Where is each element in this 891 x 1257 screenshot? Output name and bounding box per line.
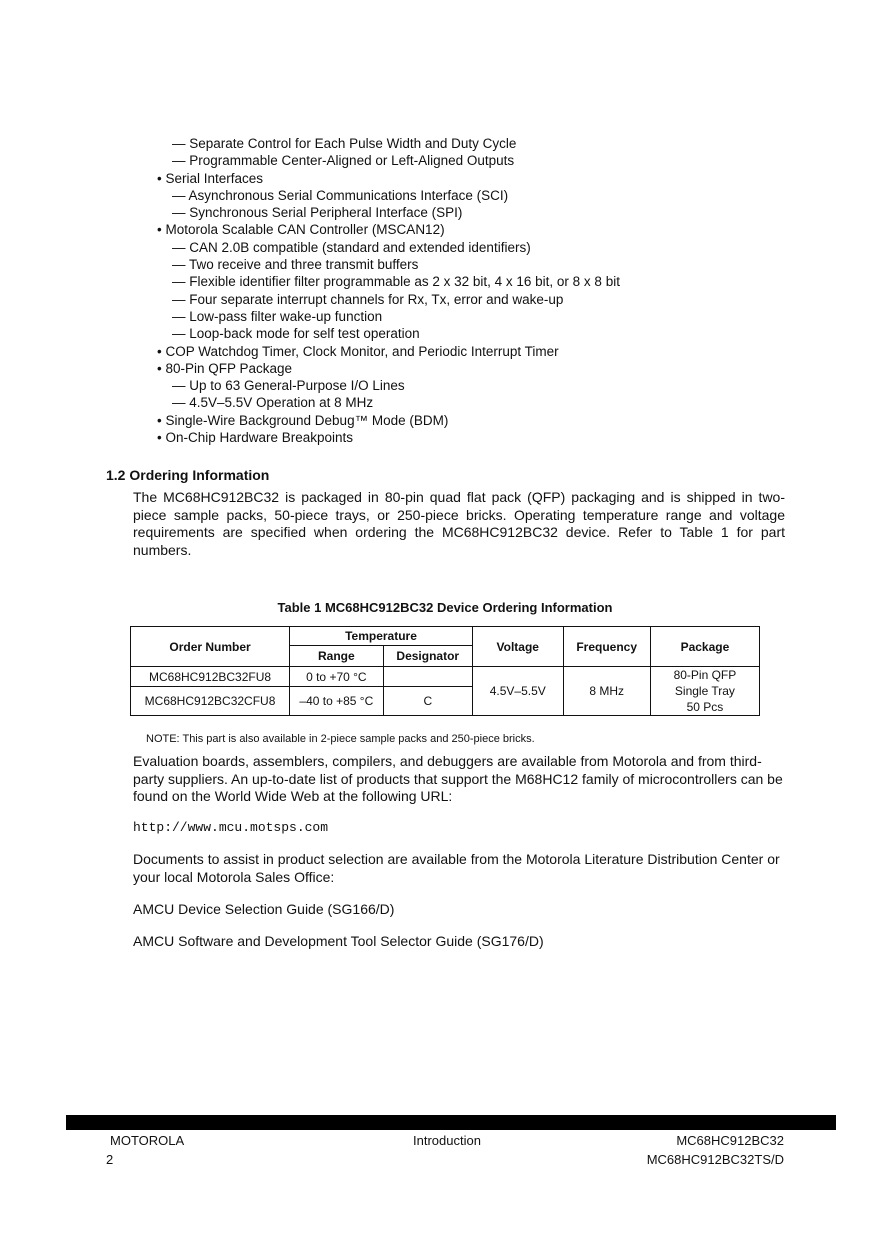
bullet-item: — Two receive and three transmit buffers — [172, 257, 419, 273]
bullet-item: • 80-Pin QFP Package — [157, 360, 293, 376]
cell-voltage: 4.5V–5.5V — [472, 667, 563, 716]
footer-page-number: 2 — [106, 1152, 114, 1167]
bullet-item: — 4.5V–5.5V Operation at 8 MHz — [172, 395, 374, 411]
ordering-table — [130, 626, 760, 716]
bullet-item: • On-Chip Hardware Breakpoints — [157, 430, 354, 446]
cell-range: 0 to +70 °C — [290, 667, 384, 687]
header-frequency: Frequency — [563, 627, 650, 667]
bullet-item: — Programmable Center-Aligned or Left-Aligned Outputs — [172, 153, 515, 169]
cell-designator — [383, 667, 472, 687]
bullet-item: — Up to 63 General-Purpose I/O Lines — [172, 378, 405, 394]
footer-rule — [66, 1115, 836, 1130]
table-row — [131, 667, 760, 687]
package-line: Single Tray — [674, 684, 735, 698]
bullet-item: • Single-Wire Background Debug™ Mode (BDM) — [157, 412, 449, 428]
bullet-item: — Flexible identifier filter programmable as 2 x 32 bit, 4 x 16 bit, or 8 x 8 bit — [172, 274, 620, 290]
bullet-item: — Synchronous Serial Peripheral Interface (SPI) — [172, 205, 463, 221]
table-title: Table 1 MC68HC912BC32 Device Ordering Information — [277, 600, 613, 615]
header-designator: Designator — [383, 646, 472, 667]
bullet-item: — Loop-back mode for self test operation — [172, 326, 420, 342]
bullet-item: — Separate Control for Each Pulse Width and Duty Cycle — [172, 136, 517, 151]
cell-package — [650, 667, 759, 716]
selector-guide: AMCU Software and Development Tool Selector Guide (SG176/D) — [133, 933, 544, 949]
bullet-item: — Four separate interrupt channels for Rx, Tx, error and wake-up — [172, 291, 564, 307]
package-line: 50 Pcs — [686, 700, 724, 714]
bullet-item: • Motorola Scalable CAN Controller (MSCAN12) — [157, 222, 445, 238]
bullet-item: — CAN 2.0B compatible (standard and extended identifiers) — [172, 239, 531, 255]
footer-company: MOTOROLA — [110, 1133, 185, 1148]
bullet-item: — Asynchronous Serial Communications Interface (SCI) — [172, 187, 509, 203]
section-heading: 1.2 Ordering Information — [106, 467, 270, 483]
cell-range: –40 to +85 °C — [290, 687, 384, 716]
cell-designator: C — [383, 687, 472, 716]
footer-section: Introduction — [413, 1133, 481, 1148]
ordering-paragraph: The MC68HC912BC32 is packaged in 80-pin quad flat pack (QFP) packaging and is shipped in two-piece sample packs, 50-piece trays, or 250-piece bricks. Operating temperature range and voltage requirements are specified when ordering the MC68HC912BC32 device. Refer to Table 1 for part numbers. — [133, 489, 785, 558]
bullet-item: • COP Watchdog Timer, Clock Monitor, and Periodic Interrupt Timer — [157, 343, 559, 359]
header-range: Range — [290, 646, 384, 667]
cell-order-number: MC68HC912BC32FU8 — [131, 667, 290, 687]
header-package: Package — [650, 627, 759, 667]
documents-paragraph: Documents to assist in product selection are available from the Motorola Literature Distribution Center or your local Motorola Sales Office: — [133, 851, 780, 885]
bullet-item: • Serial Interfaces — [157, 170, 264, 186]
cell-order-number: MC68HC912BC32CFU8 — [131, 687, 290, 716]
footer-doc-number: MC68HC912BC32TS/D — [646, 1152, 784, 1167]
table-note: NOTE: This part is also available in 2-piece sample packs and 250-piece bricks. — [146, 733, 535, 745]
footer-part-number: MC68HC912BC32 — [676, 1133, 784, 1148]
feature-bullet-list — [157, 135, 620, 446]
selection-guide: AMCU Device Selection Guide (SG166/D) — [133, 901, 395, 917]
bullet-item: — Low-pass filter wake-up function — [172, 308, 383, 324]
package-line: 80-Pin QFP — [673, 668, 737, 682]
header-voltage: Voltage — [472, 627, 563, 667]
evaluation-paragraph: Evaluation boards, assemblers, compilers, and debuggers are available from Motorola and from third-party suppliers. An up-to-date list of products that support the M68HC12 family of microcontrollers can be found on the World Wide Web at the following URL: — [133, 753, 783, 804]
web-url: http://www.mcu.motsps.com — [133, 820, 329, 835]
header-order-number: Order Number — [131, 627, 290, 667]
cell-frequency: 8 MHz — [563, 667, 650, 716]
header-temperature: Temperature — [290, 627, 473, 646]
